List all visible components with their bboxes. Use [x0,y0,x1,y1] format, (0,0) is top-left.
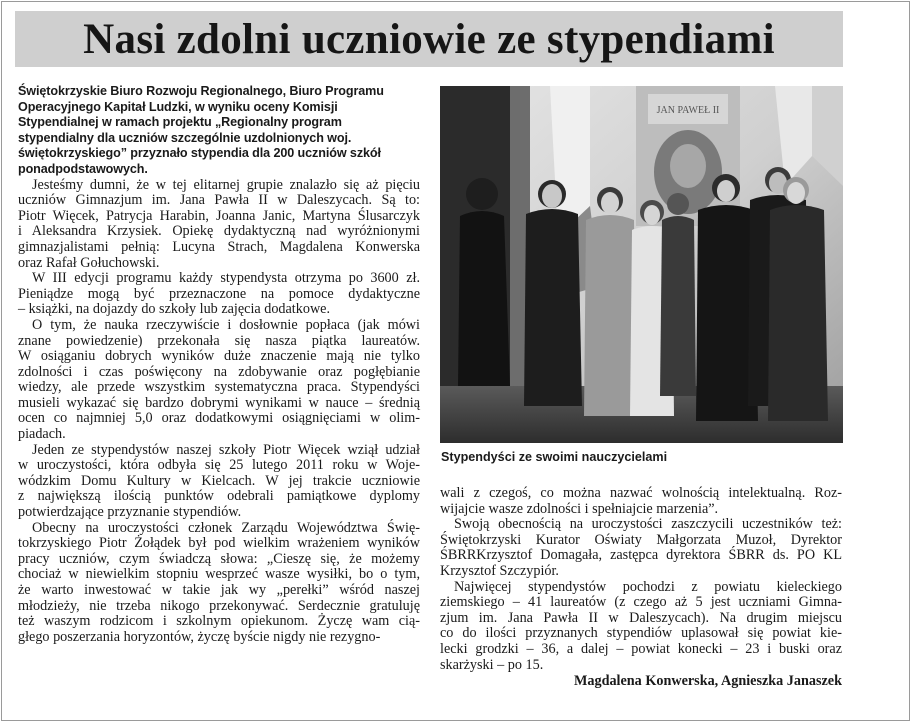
text-line: ziemskiego – 41 laureatów (z czego aż 5 jest uczniami Gimna- [440,594,842,611]
lead-paragraph [18,84,420,178]
text-line: lecki grodzki – 36, a dalej – powiat konecki – 23 i buski oraz [440,640,842,657]
text-line: ŚBRRKrzysztof Domagała, zastępca dyrektora ŚBRR ds. PO KL [440,547,842,564]
text-line: piadach. [18,426,66,443]
photo-caption: Stypendyści ze swoimi nauczycielami [441,450,668,464]
text-line: skarżyski – po 15. [440,656,544,673]
text-line: Krzysztof Szczypiór. [440,562,559,579]
text-line: Najwięcej stypendystów pochodzi z powiatu kieleckiego [454,578,842,595]
text-line: wijajcie wasze zdolności i spełniajcie marzenia”. [440,500,719,517]
text-line: Świętokrzyski Kurator Oświaty Małgorzata Muzoł, Dyrektor [440,531,842,548]
text-line: wali z czegoś, co można nazwać wolnością intelektualną. Roz- [440,485,842,501]
text-line: zjum im. Jana Pawła II w Daleszycach). Na drugim miejscu [440,609,842,626]
text-line: gimnazjalistami pełnią: Lucyna Strach, Magdalena Konwerska [18,238,420,255]
text-line: tokrzyskiego Piotr Żołądek był pod wielkim wrażeniem wyników [18,535,420,552]
article-headline: Nasi zdolni uczniowie ze stypendiami [83,15,775,63]
paragraph [440,580,842,674]
text-line: W osiąganiu dobrych wyników duże znaczenie mają nie tylko [18,348,420,365]
paragraph [440,517,842,579]
text-line: ocen co najmniej 5,0 oraz dodatkowymi osiągnięciami w olim- [18,410,420,427]
lead-line: stypendialny dla uczniów szczególnie uzdolnionych woj. [18,130,352,145]
paragraph [18,271,420,318]
text-line: też waszym rodzicom i szkolnym opiekunom. Życzę wam cią- [18,613,420,630]
lead-line: ponadpodstawowych. [18,161,148,176]
text-line: uczniów Gimnazjum im. Jana Pawła II w Daleszycach. Są to: [18,192,420,209]
paragraph [18,318,420,443]
text-line: Obecny na uroczystości członek Zarządu Województwa Świę- [32,519,420,536]
lead-line: Świętokrzyskie Biuro Rozwoju Regionalnego, Biuro Programu [18,84,384,98]
text-line: chociaż w niewielkim stopniu wesprzeć wasze wysiłki, bo o tym, [18,566,420,583]
text-line: Jesteśmy dumni, że w tej elitarnej grupie znalazło się aż pięciu [32,176,420,193]
text-line: musieli wykazać się bardzo dobrymi wynikami w nauce – średnią [18,394,420,411]
lead-line: świętokrzyskiego” przyznało stypendia dla 200 uczniów szkół [18,146,381,161]
text-line: w uroczystości, która odbyła się 25 lutego 2011 roku w Woje- [18,457,420,474]
photo-illustration [440,86,843,443]
text-line: Pieniądze mogą być przeznaczone na pomoce dydaktyczne [18,285,420,302]
text-line: że warto inwestować w takie jak wy „perełki” wśród naszej [18,582,420,598]
text-line: O tym, że nauka rzeczywiście i dosłownie popłaca (jak mówi [32,316,420,333]
text-line: potwierdzające przyznanie stypendiów. [18,504,242,521]
right-column [440,486,842,690]
lead-line: Stypendialnej w ramach projektu „Regionalny program [18,115,342,130]
left-body-text [18,178,420,646]
text-line: oraz Rafał Gołuchowski. [18,254,160,271]
text-line: W III edycji programu każdy stypendysta otrzyma po 3600 zł. [32,270,420,287]
text-line: i Aleksandra Krzysiek. Opiekę dydaktyczną nad wyróżnionymi [18,223,420,240]
right-body-text [440,486,842,673]
text-line: wiedzy, ale przede wszystkim systematyczna praca. Stypendyści [18,379,420,396]
plaque-text: JAN PAWEŁ II [656,105,720,116]
text-line: Jeden ze stypendystów naszej szkoły Piotr Więcek wziął udział [32,441,420,458]
paragraph [18,178,420,272]
text-line: wódzkim Domu Kultury w Kielcach. W jej trakcie uczniowie [18,472,420,489]
text-line: z największą ilością punktów odebrali pamiątkowe dyplomy [18,488,420,505]
lead-line: Operacyjnego Kapitał Ludzki, w wyniku oceny Komisji [18,99,338,114]
text-line: znane powiedzenie) przekonała się nasza piątka laureatów. [18,332,420,349]
text-line: młodzieży, nie trzeba nikogo przekonywać. Serdecznie gratuluję [18,597,420,614]
article-authors: Magdalena Konwerska, Agnieszka Janaszek [573,673,842,690]
paragraph [18,443,420,521]
text-line: – książki, na dojazdy do szkoły lub zajęcia dodatkowe. [18,301,331,318]
left-column [18,84,420,645]
paragraph [18,521,420,646]
paragraph [440,486,842,517]
text-line: głego poszerzania horyzontów, życzę byście nigdy nie rezygno- [18,628,381,645]
group-photo [440,86,843,443]
text-line: zdolności i czas poświęcony na zdobywanie oraz pogłębianie [18,363,420,380]
text-line: pracy uczniów, czym świadczą słowa: „Cieszę się, że możemy [18,550,420,567]
text-line: Swoją obecnością na uroczystości zaszczycili uczestników też: [454,516,842,533]
text-line: Piotr Więcek, Patrycja Harabin, Joanna Janic, Martyna Ślusarczyk [18,207,420,224]
headline-band [15,11,843,67]
text-line: co do ilości przyznanych stypendiów uplasował się powiat kie- [440,625,842,642]
